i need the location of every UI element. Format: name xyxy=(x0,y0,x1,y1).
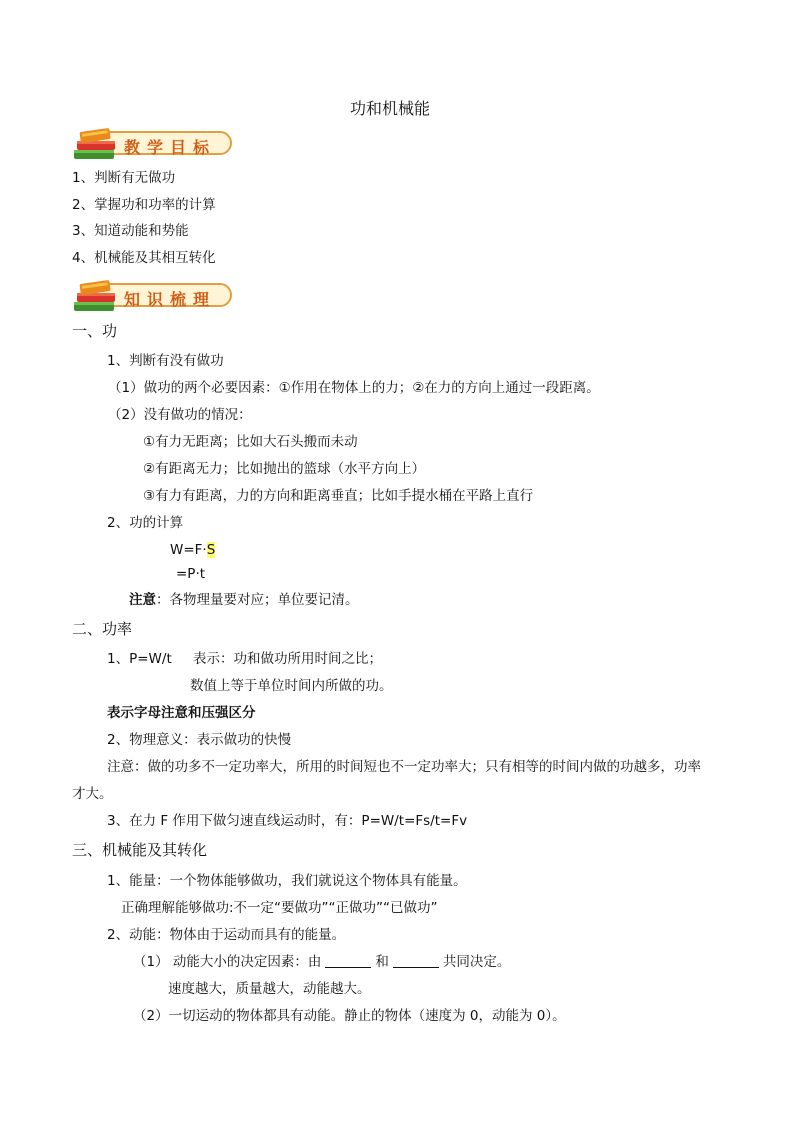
text-line: （2）没有做功的情况： xyxy=(108,407,252,423)
text-line: （1）做功的两个必要因素：①作用在物体上的力；②在力的方向上通过一段距离。 xyxy=(108,380,600,396)
text-part: 共同决定。 xyxy=(442,954,511,970)
answer-blank[interactable] xyxy=(325,953,371,968)
text-line: 才大。 xyxy=(72,786,113,802)
section-heading-power: 二、功率 xyxy=(72,620,133,638)
goals-banner xyxy=(70,126,236,162)
text-line: 1、P=W/t xyxy=(107,651,172,667)
formula-part: W=F· xyxy=(170,542,207,558)
knowledge-banner xyxy=(70,278,236,314)
text-line: 2、功的计算 xyxy=(107,515,184,531)
goal-item: 2、掌握功和功率的计算 xyxy=(72,197,216,213)
text-line: 表示：功和做功所用时间之比； xyxy=(193,651,382,667)
text-line: （2）一切运动的物体都具有动能。静止的物体（速度为 0，动能为 0）。 xyxy=(133,1008,566,1024)
books-icon xyxy=(70,278,122,314)
text-line: 数值上等于单位时间内所做的功。 xyxy=(190,678,393,694)
text-line: 注意：做的功多不一定功率大，所用的时间短也不一定功率大；只有相等的时间内做的功越多，功率 xyxy=(107,759,701,775)
goal-item: 4、机械能及其相互转化 xyxy=(72,250,216,266)
page-title: 功和机械能 xyxy=(350,99,431,118)
text-line: 3、在力 F 作用下做匀速直线运动时，有：P=W/t=Fs/t=Fv xyxy=(107,813,468,829)
formula-work xyxy=(170,541,215,559)
text-line: ②有距离无力；比如抛出的篮球（水平方向上） xyxy=(143,461,426,477)
fill-in-line xyxy=(133,953,510,971)
text-line: ①有力无距离；比如大石头搬而未动 xyxy=(143,434,358,450)
note-line xyxy=(129,591,359,609)
text-line: 正确理解能够做功:不一定“要做功”“正做功”“已做功” xyxy=(121,900,438,916)
bold-note: 表示字母注意和压强区分 xyxy=(107,705,256,721)
note-text: ：各物理量要对应；单位要记清。 xyxy=(156,592,359,608)
text-line: 1、能量：一个物体能够做功，我们就说这个物体具有能量。 xyxy=(107,873,467,889)
text-line: 速度越大，质量越大，动能越大。 xyxy=(168,981,371,997)
text-part: 和 xyxy=(375,954,389,970)
goal-item: 1、判断有无做功 xyxy=(72,170,176,186)
books-icon xyxy=(70,126,122,162)
section-heading-mechanical-energy: 三、机械能及其转化 xyxy=(72,841,208,859)
text-line: 1、判断有没有做功 xyxy=(107,353,224,369)
formula-power: =P·t xyxy=(176,566,206,582)
goals-banner-label: 教学目标 xyxy=(124,138,217,157)
text-part: （1） 动能大小的决定因素：由 xyxy=(133,954,322,970)
note-label: 注意 xyxy=(129,592,156,608)
answer-blank[interactable] xyxy=(393,953,439,968)
goal-item: 3、知道动能和势能 xyxy=(72,223,189,239)
text-line: 2、动能：物体由于运动而具有的能量。 xyxy=(107,927,346,943)
text-line: 2、物理意义：表示做功的快慢 xyxy=(107,732,292,748)
section-heading-work: 一、功 xyxy=(72,322,118,340)
knowledge-banner-label: 知识梳理 xyxy=(124,290,217,309)
highlighted-symbol: S xyxy=(206,542,216,558)
text-line: ③有力有距离，力的方向和距离垂直；比如手提水桶在平路上直行 xyxy=(143,488,534,504)
